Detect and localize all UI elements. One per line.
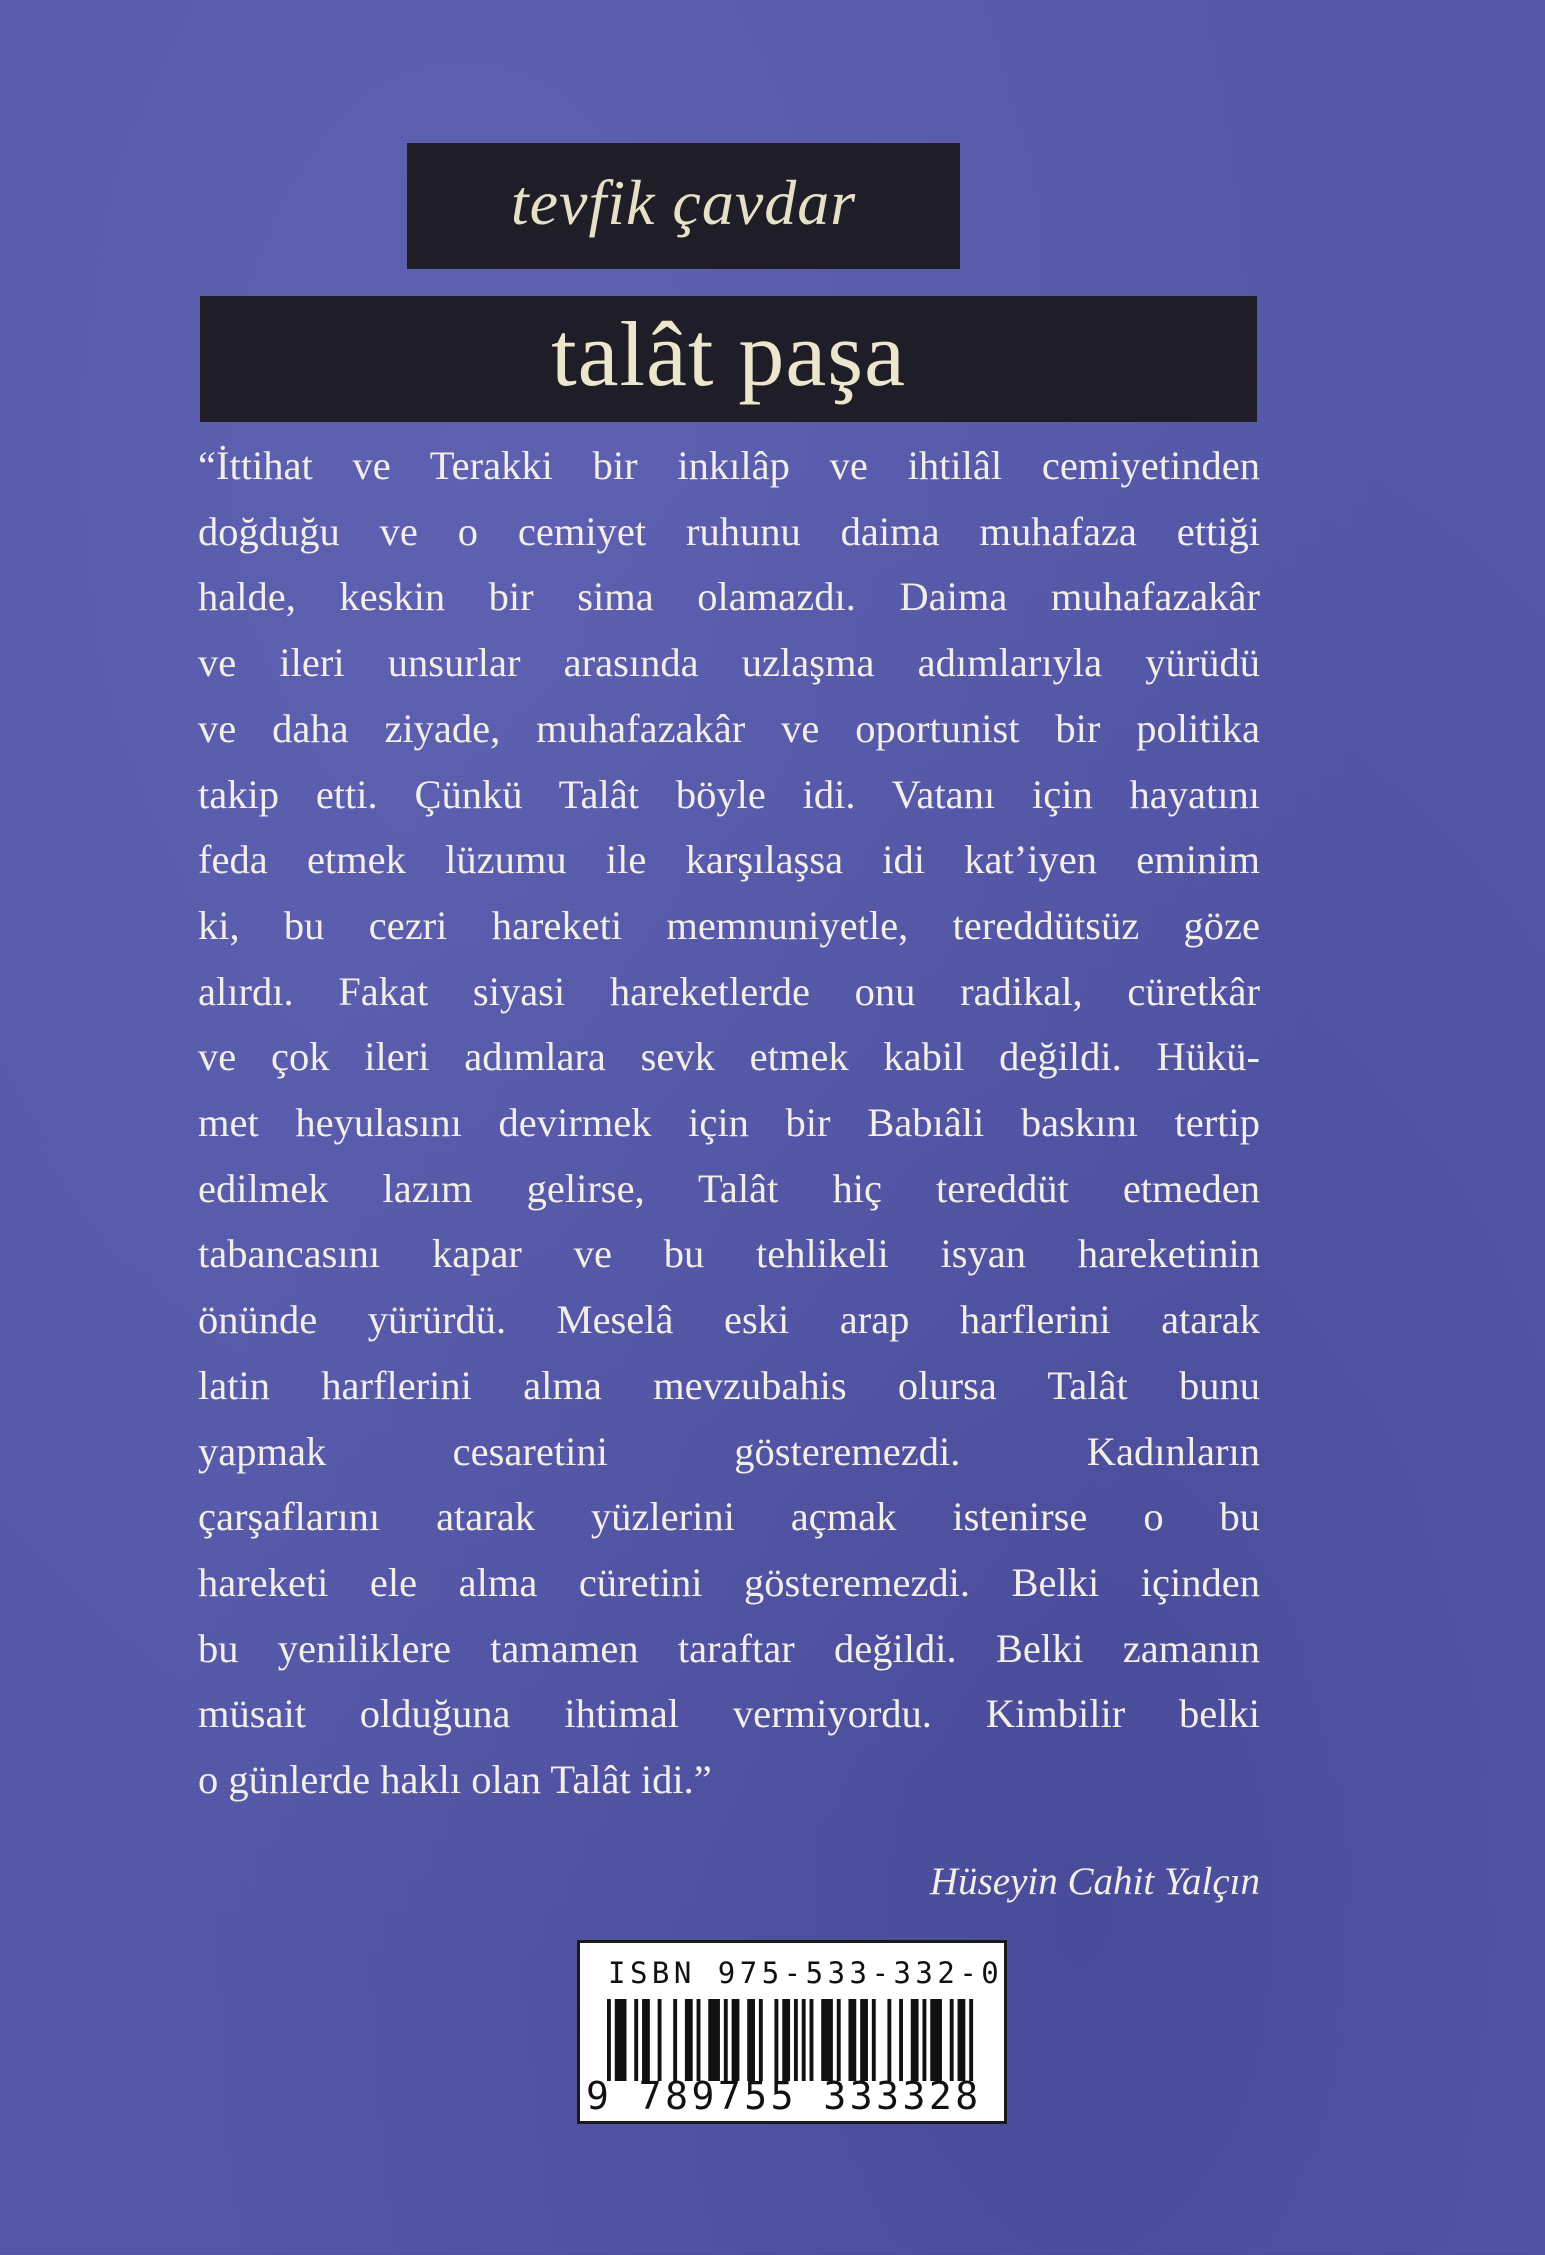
barcode-bar: [887, 1999, 891, 2081]
barcode-bar: [685, 1999, 693, 2081]
barcode-bar: [673, 1999, 677, 2081]
barcode-bar: [950, 1999, 954, 2081]
barcode-bar: [922, 1999, 926, 2081]
back-cover-quote: [198, 433, 1260, 1813]
barcode-bar: [848, 1999, 856, 2081]
barcode-bar: [724, 1999, 728, 2081]
barcode-bar: [708, 1999, 720, 2081]
barcode-bar: [642, 1999, 650, 2081]
isbn-number: ISBN 975-533-332-0: [608, 1956, 1004, 1990]
quote-line: o günlerde haklı olan Talât idi.”: [198, 1757, 712, 1803]
quote-line: ve çok ileri adımlara sevk etmek kabil değildi. Hükü-: [198, 1034, 1260, 1080]
book-title: talât paşa: [551, 303, 906, 405]
barcode-bar: [860, 1999, 868, 2081]
quote-line: ve daha ziyade, muhafazakâr ve oportunist bir politika: [198, 705, 1260, 751]
barcode-bar: [759, 1999, 763, 2081]
barcode-bar: [607, 1999, 611, 2081]
barcode-bar: [872, 1999, 876, 2081]
barcode-bar: [969, 1999, 973, 2081]
author-name: tevfik çavdar: [510, 167, 857, 238]
barcode-bar: [810, 1999, 814, 2081]
quote-line: latin harflerini alma mevzubahis olursa Talât bunu: [198, 1362, 1260, 1408]
quote-line: met heyulasını devirmek için bir Babıâli baskını tertip: [198, 1100, 1260, 1146]
barcode-bar: [697, 1999, 701, 2081]
barcode-bar: [634, 1999, 638, 2081]
quote-line: yapmak cesaretini gösteremezdi. Kadınların: [198, 1428, 1260, 1474]
quote-line: çarşaflarını atarak yüzlerini açmak istenirse o bu: [198, 1494, 1260, 1540]
barcode-bar: [782, 1999, 790, 2081]
barcode-bar: [837, 1999, 841, 2081]
barcode-bar: [615, 1999, 627, 2081]
title-banner: [200, 296, 1257, 422]
quote-line: edilmek lazım gelirse, Talât hiç tereddüt etmeden: [198, 1165, 1260, 1211]
quote-line: bu yeniliklere tamamen taraftar değildi. Belki zamanın: [198, 1625, 1260, 1671]
quote-line: takip etti. Çünkü Talât böyle idi. Vatanı için hayatını: [198, 771, 1260, 817]
barcode-bar: [774, 1999, 778, 2081]
barcode-bar: [794, 1999, 798, 2081]
quote-line: ve ileri unsurlar arasında uzlaşma adımlarıyla yürüdü: [198, 640, 1260, 686]
barcode-bar: [899, 1999, 903, 2081]
barcode-bar: [911, 1999, 919, 2081]
barcode-bar: [747, 1999, 755, 2081]
barcode-bar: [732, 1999, 740, 2081]
quote-line: halde, keskin bir sima olamazdı. Daima muhafazakâr: [198, 574, 1260, 620]
barcode-bar: [958, 1999, 966, 2081]
quote-line: tabancasını kapar ve bu tehlikeli isyan hareketinin: [198, 1231, 1260, 1277]
barcode-bar: [930, 1999, 942, 2081]
ean-number: 9 789755 333328: [586, 2074, 982, 2118]
quote-attribution: Hüseyin Cahit Yalçın: [929, 1860, 1260, 1903]
barcode-bar: [658, 1999, 662, 2081]
quote-line: doğduğu ve o cemiyet ruhunu daima muhafaza ettiği: [198, 508, 1260, 554]
quote-line: önünde yürürdü. Meselâ eski arap harflerini atarak: [198, 1297, 1260, 1343]
quote-line: ki, bu cezri hareketi memnuniyetle, tereddütsüz göze: [198, 902, 1260, 948]
quote-line: hareketi ele alma cüretini gösteremezdi. Belki içinden: [198, 1559, 1260, 1605]
quote-line: alırdı. Fakat siyasi hareketlerde onu radikal, cüretkâr: [198, 968, 1260, 1014]
barcode-bar: [802, 1999, 806, 2081]
quote-line: feda etmek lüzumu ile karşılaşsa idi kat’iyen eminim: [198, 837, 1260, 883]
author-banner: [407, 143, 960, 269]
isbn-barcode: [577, 1940, 1007, 2124]
quote-line: “İttihat ve Terakki bir inkılâp ve ihtilâl cemiyetinden: [198, 443, 1260, 488]
quote-line: müsait olduğuna ihtimal vermiyordu. Kimbilir belki: [198, 1691, 1260, 1737]
barcode-bar: [821, 1999, 833, 2081]
barcode-bars: [607, 1999, 977, 2081]
